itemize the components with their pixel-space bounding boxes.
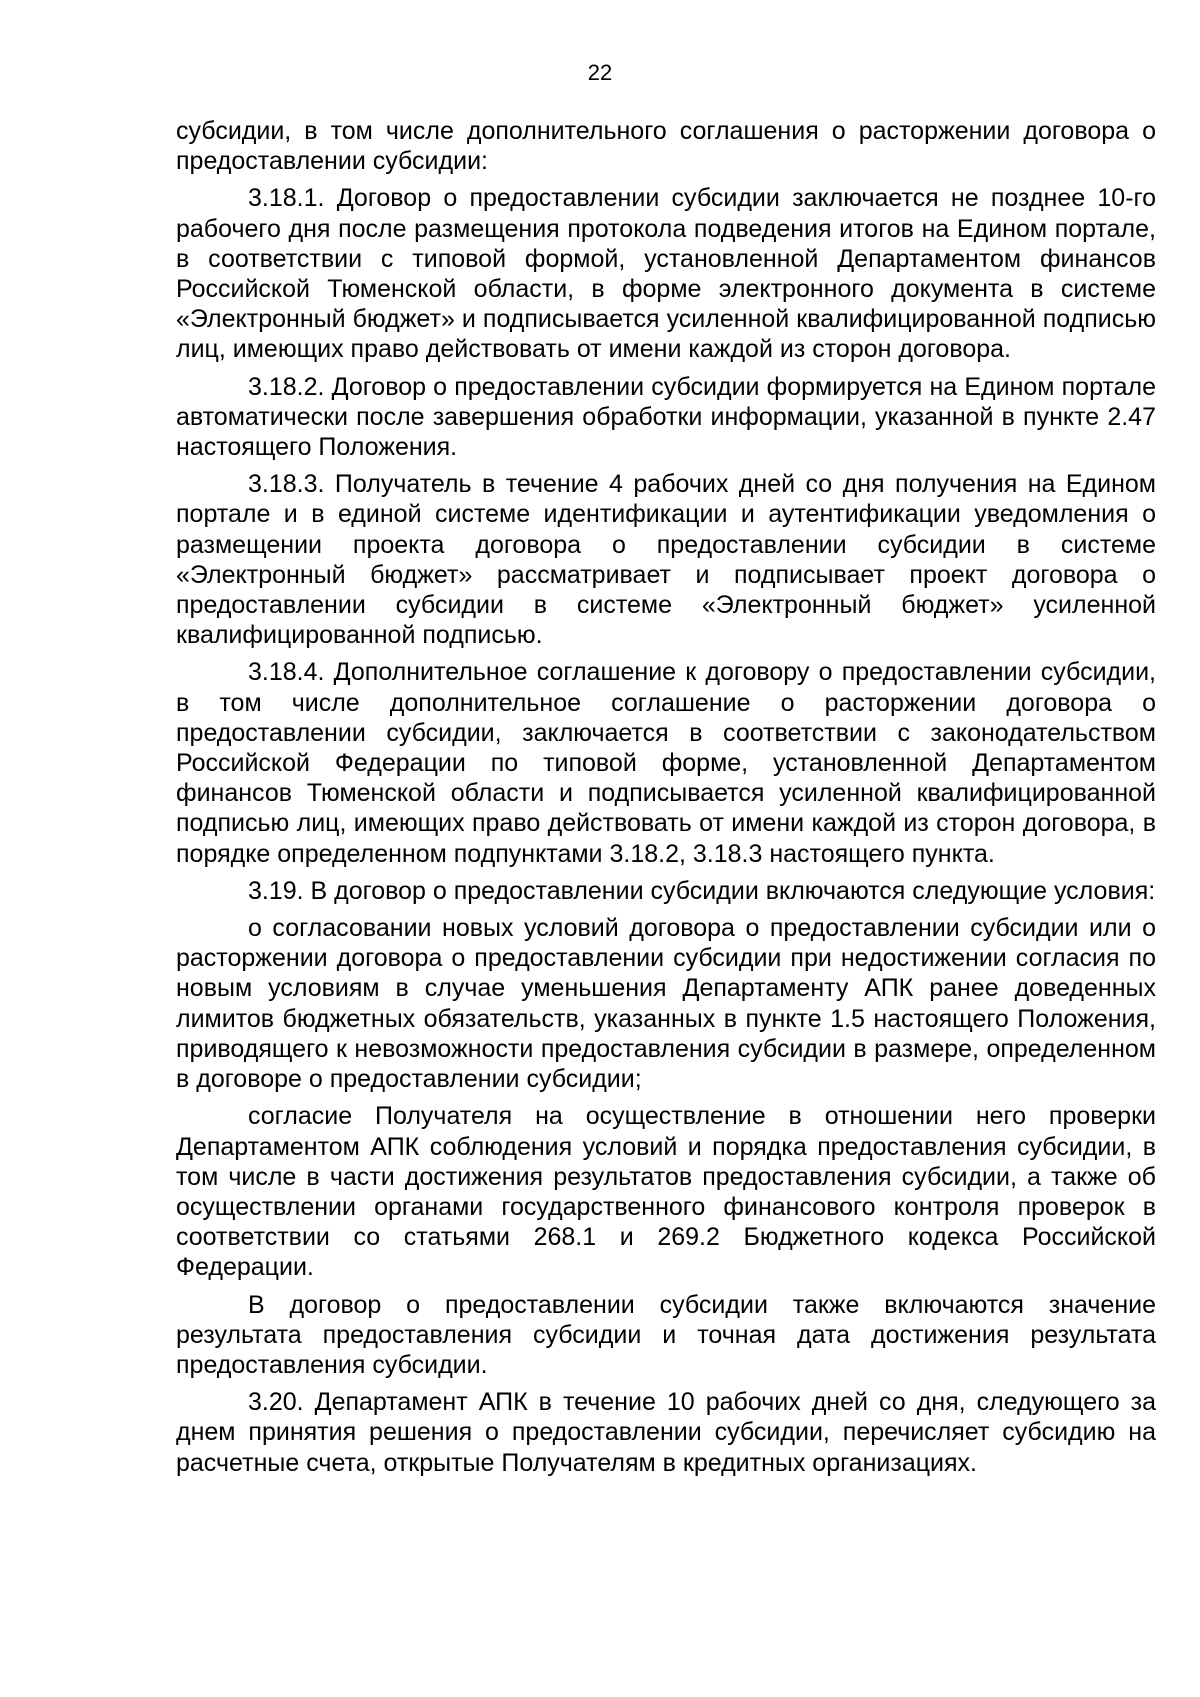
paragraph-3-18-3: 3.18.3. Получатель в течение 4 рабочих дней со дня получения на Едином портале и в единой системе идентификации и аутентификации уведомления о размещении проекта договора о предоставлении субсидии в системе «Электронный бюджет» рассматривает и подписывает проект договора о предоставлении субсидии в системе «Электронный бюджет» усиленной квалифицированной подписью. <box>176 470 1156 650</box>
paragraph-3-18-1: 3.18.1. Договор о предоставлении субсидии заключается не позднее 10-го рабочего дня после размещения протокола подведения итогов на Едином портале, в соответствии с типовой формой, установленной Департаментом финансов Российской Тюменской области, в форме электронного документа в системе «Электронный бюджет» и подписывается усиленной квалифицированной подписью лиц, имеющих право действовать от имени каждой из сторон договора. <box>176 184 1156 364</box>
paragraph-result-value: В договор о предоставлении субсидии также включаются значение результата предоставления субсидии и точная дата достижения результата предоставления субсидии. <box>176 1290 1156 1379</box>
paragraph-condition-2: согласие Получателя на осуществление в отношении него проверки Департаментом АПК соблюдения условий и порядка предоставления субсидии, в том числе в части достижения результатов предоставления субсидии, а также об осуществлении органами государственного финансового контроля проверок в соответствии со статьями 268.1 и 269.2 Бюджетного кодекса Российской Федерации. <box>176 1102 1156 1282</box>
paragraph-3-19: 3.19. В договор о предоставлении субсидии включаются следующие условия: <box>248 876 1156 905</box>
paragraph-continuation: субсидии, в том числе дополнительного соглашения о расторжении договора о предоставлении субсидии: <box>176 117 1156 176</box>
paragraph-3-18-2: 3.18.2. Договор о предоставлении субсидии формируется на Едином портале автоматически после завершения обработки информации, указанной в пункте 2.47 настоящего Положения. <box>176 372 1156 462</box>
paragraph-3-20: 3.20. Департамент АПК в течение 10 рабочих дней со дня, следующего за днем принятия решения о предоставлении субсидии, перечисляет субсидию на расчетные счета, открытые Получателям в кредитных организациях. <box>176 1388 1156 1477</box>
paragraph-condition-1: о согласовании новых условий договора о предоставлении субсидии или о расторжении договора о предоставлении субсидии при недостижении согласия по новым условиям в случае уменьшения Департаменту АПК ранее доведенных лимитов бюджетных обязательств, указанных в пункте 1.5 настоящего Положения, приводящего к невозможности предоставления субсидии в размере, определенном в договоре о предоставлении субсидии; <box>176 914 1156 1094</box>
paragraph-3-18-4: 3.18.4. Дополнительное соглашение к договору о предоставлении субсидии, в том числе дополнительное соглашение о расторжении договора о предоставлении субсидии, заключается в соответствии с законодательством Российской Федерации по типовой форме, установленной Департаментом финансов Тюменской области и подписывается усиленной квалифицированной подписью лиц, имеющих право действовать от имени каждой из сторон договора, в порядке определенном подпунктами 3.18.2, 3.18.3 настоящего пункта. <box>176 658 1156 868</box>
page-number: 22 <box>587 60 613 85</box>
document-body <box>176 116 1156 1485</box>
